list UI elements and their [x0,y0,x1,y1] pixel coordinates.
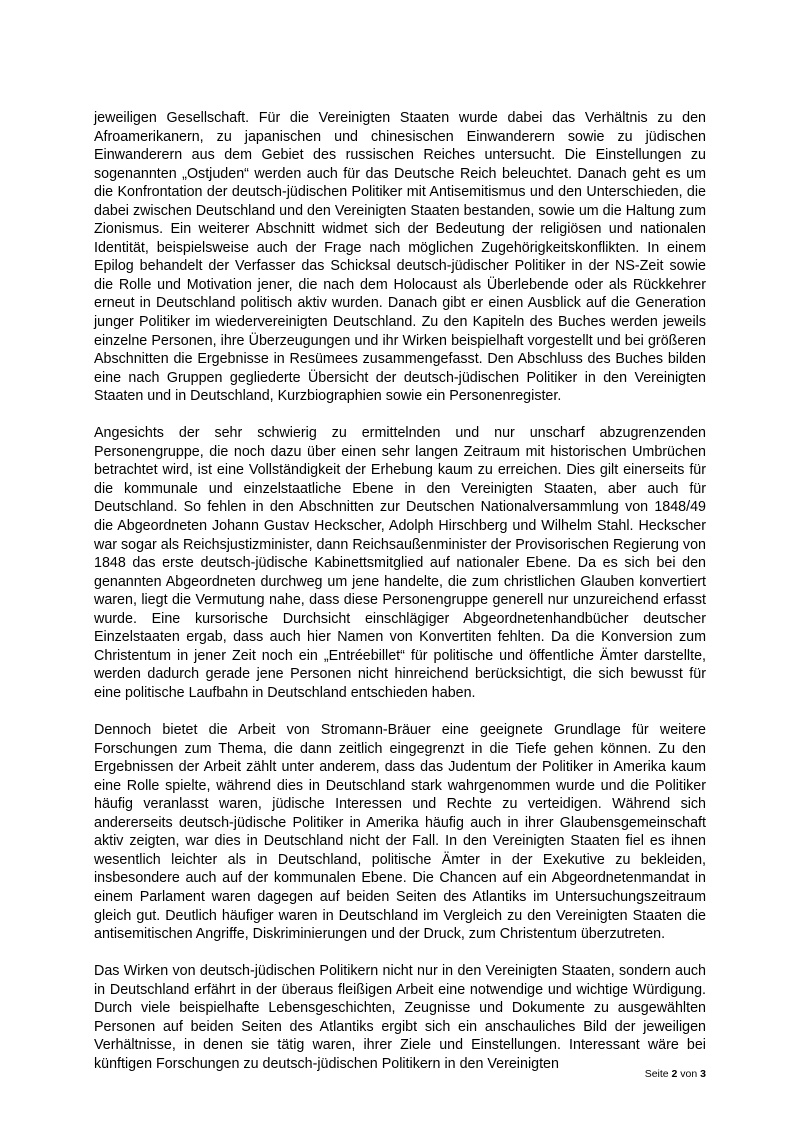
current-page-number: 2 [671,1068,678,1080]
paragraph-1: jeweiligen Gesellschaft. Für die Vereinigten Staaten wurde dabei das Verhältnis zu den Afroamerikanern, zu japanischen und chinesischen Einwanderern sowie zu jüdischen Einwanderern aus dem Gebiet des russischen Reiches untersucht. Die Einstellungen zu sogenannten „Ostjuden“ werden auch für das Deutsche Reich beleuchtet. Danach geht es um die Konfrontation der deutsch-jüdischen Politiker mit Antisemitismus und den Unterschieden, die dabei zwischen Deutschland und den Vereinigten Staaten bestanden, sowie um die Haltung zum Zionismus. Ein weiterer Abschnitt widmet sich der Bedeutung der religiösen und nationalen Identität, beispielsweise auch der Frage nach möglichen Zugehörigkeitskonflikten. In einem Epilog behandelt der Verfasser das Schicksal deutsch-jüdischer Politiker in der NS-Zeit sowie die Rolle und Motivation jener, die nach dem Holocaust als Überlebende oder als Rückkehrer erneut in Deutschland politisch aktiv wurden. Danach gibt er einen Ausblick auf die Generation junger Politiker im wiedervereinigten Deutschland. Zu den Kapiteln des Buches werden jeweils einzelne Personen, ihre Überzeugungen und ihr Wirken beispielhaft vorgestellt und bei größeren Abschnitten die Ergebnisse in Resümees zusammengefasst. Den Abschluss des Buches bilden eine nach Gruppen gegliederte Übersicht der deutsch-jüdischen Politiker in den Vereinigten Staaten und in Deutschland, Kurzbiographien sowie ein Personenregister. [94,110,706,405]
page-separator: von [677,1068,701,1080]
paragraph-3: Dennoch bietet die Arbeit von Stromann-Bräuer eine geeignete Grundlage für weitere Forschungen zum Thema, die dann zeitlich eingegrenzt in die Tiefe gehen können. Zu den Ergebnissen der Arbeit zählt unter anderem, dass das Judentum der Politiker in Amerika kaum eine Rolle spielte, während dies in Deutschland stark wahrgenommen wurde und die Politiker häufig veranlasst waren, jüdische Interessen und Rechte zu verteidigen. Während sich andererseits deutsch-jüdische Politiker in Amerika häufig auch in ihrer Glaubensgemeinschaft aktiv zeigten, war dies in Deutschland nicht der Fall. In den Vereinigten Staaten fiel es ihnen wesentlich leichter als in Deutschland, politische Ämter in der Exekutive zu bekleiden, insbesondere auch auf der kommunalen Ebene. Die Chancen auf ein Abgeordnetenmandat in einem Parlament waren dagegen auf beiden Seiten des Atlantiks im Untersuchungszeitraum gleich gut. Deutlich häufiger waren in Deutschland im Vergleich zu den Vereinigten Staaten die antisemitischen Angriffe, Diskriminierungen und der Druck, zum Christentum überzutreten. [94,722,706,943]
paragraph-4: Das Wirken von deutsch-jüdischen Politikern nicht nur in den Vereinigten Staaten, sondern auch in Deutschland erfährt in der überaus fleißigen Arbeit eine notwendige und wichtige Würdigung. Durch viele beispielhafte Lebensgeschichten, Zeugnisse und Dokumente zu ausgewählten Personen auf beiden Seiten des Atlantiks ergibt sich ein anschauliches Bild der jeweiligen Verhältnisse, in denen sie tätig waren, ihrer Ziele und Einstellungen. Interessant wäre bei künftigen Forschungen zu deutsch-jüdischen Politikern in den Vereinigten [94,963,706,1072]
page-label: Seite [644,1068,672,1080]
body-text [94,109,706,1092]
total-page-count: 3 [700,1068,706,1080]
paragraph-2: Angesichts der sehr schwierig zu ermittelnden und nur unscharf abzugrenzenden Personengruppe, die noch dazu über einen sehr langen Zeitraum mit historischen Umbrüchen betrachtet wird, ist eine Vollständigkeit der Erhebung kaum zu erreichen. Dies gilt einerseits für die kommunale und einzelstaatliche Ebene in den Vereinigten Staaten, aber auch für Deutschland. So fehlen in den Abschnitten zur Deutschen Nationalversammlung von 1848/49 die Abgeordneten Johann Gustav Heckscher, Adolph Hirschberg und Wilhelm Stahl. Heckscher war sogar als Reichsjustizminister, dann Reichsaußenminister der Provisorischen Regierung von 1848 das erste deutsch-jüdische Kabinettsmitglied auf nationaler Ebene. Da es sich bei den genannten Abgeordneten durchweg um jene handelte, die zum christlichen Glauben konvertiert waren, liegt die Vermutung nahe, dass diese Personengruppe generell nur unzureichend erfasst wurde. Eine kursorische Durchsicht einschlägiger Abgeordnetenhandbücher deutscher Einzelstaaten ergab, dass auch hier Namen von Konvertiten fehlten. Da die Konversion zum Christentum in jener Zeit noch ein „Entréebillet“ für politische und öffentliche Ämter darstellte, werden dadurch gerade jene Personen nicht hinreichend berücksichtigt, die sich bewusst für eine politische Laufbahn in Deutschland entschieden haben. [94,425,706,701]
page-number-footer [645,1068,706,1080]
